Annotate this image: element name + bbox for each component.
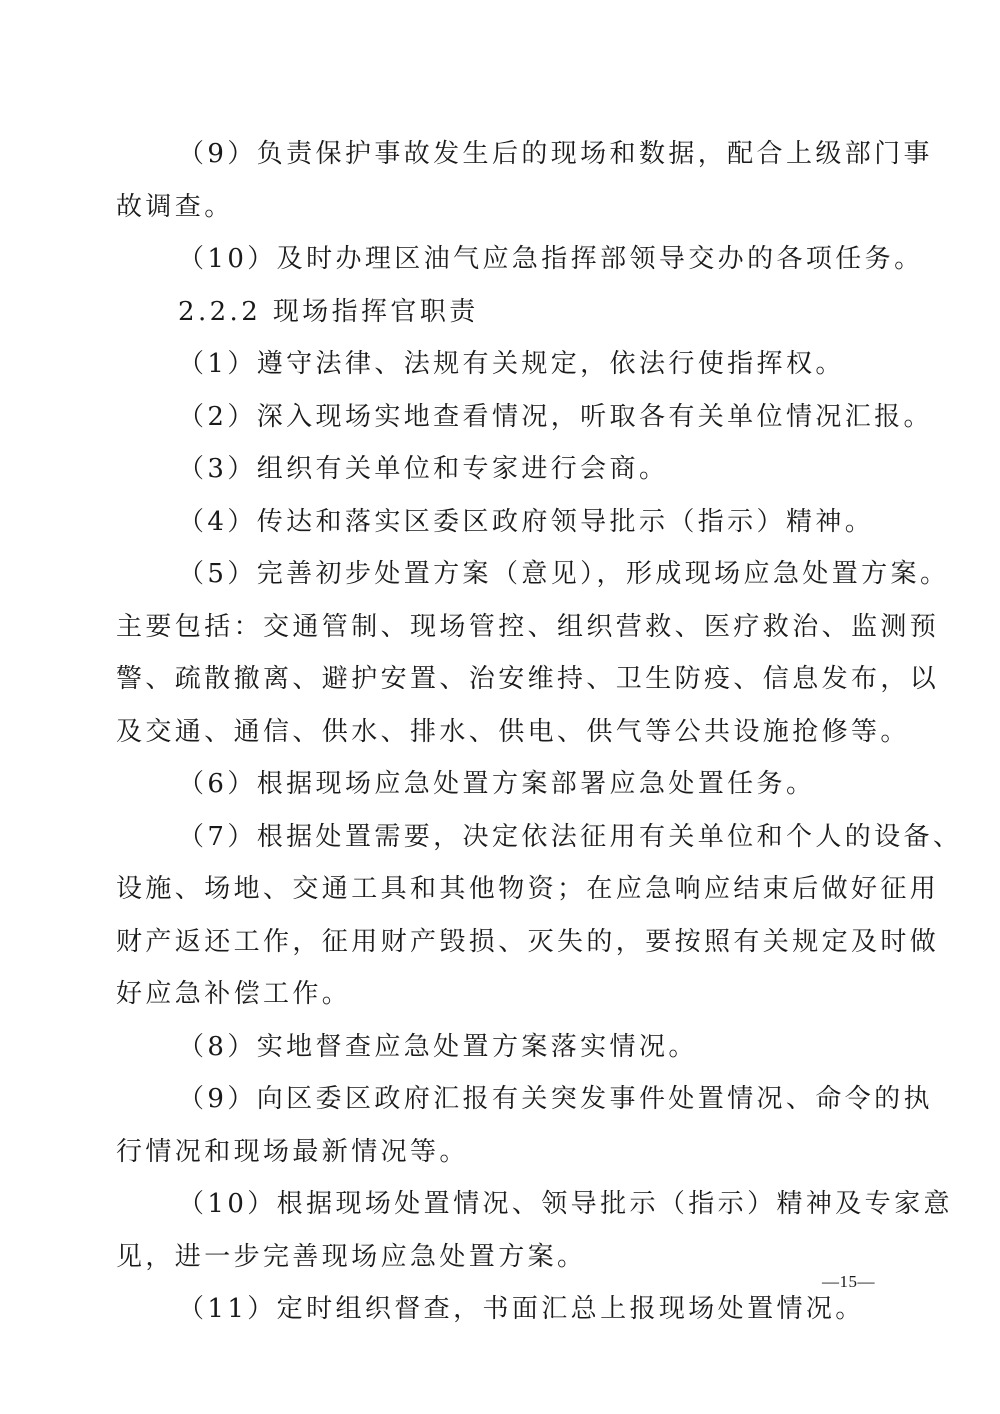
text-line: 行情况和现场最新情况等。 — [116, 1136, 469, 1167]
text-line: （7）根据处置需要，决定依法征用有关单位和个人的设备、 — [178, 821, 963, 852]
text-line: （5）完善初步处置方案（意见），形成现场应急处置方案。 — [178, 559, 950, 589]
text-line: （1）遵守法律、法规有关规定，依法行使指挥权。 — [178, 349, 845, 379]
text-line: （6）根据现场应急处置方案部署应急处置任务。 — [178, 769, 816, 799]
text-line: （4）传达和落实区委区政府领导批示（指示）精神。 — [178, 506, 875, 537]
text-line: （10）及时办理区油气应急指挥部领导交办的各项任务。 — [178, 244, 924, 274]
page-number: —15— — [822, 1272, 875, 1291]
text-line: 故调查。 — [116, 191, 234, 222]
text-line: 警、疏散撤离、避护安置、治安维持、卫生防疫、信息发布，以 — [116, 664, 940, 694]
text-line: 见，进一步完善现场应急处置方案。 — [116, 1241, 587, 1272]
text-line: （9）负责保护事故发生后的现场和数据，配合上级部门事 — [178, 139, 933, 169]
text-line: 财产返还工作，征用财产毁损、灭失的，要按照有关规定及时做 — [116, 926, 940, 957]
text-line: （9）向区委区政府汇报有关突发事件处置情况、命令的执 — [178, 1084, 933, 1114]
text-line: 2.2.2 现场指挥官职责 — [178, 296, 479, 327]
text-line: （10）根据现场处置情况、领导批示（指示）精神及专家意 — [178, 1189, 953, 1219]
text-line: （8）实地督查应急处置方案落实情况。 — [178, 1031, 698, 1062]
text-line: 好应急补偿工作。 — [116, 979, 352, 1009]
text-line: （2）深入现场实地查看情况，听取各有关单位情况汇报。 — [178, 401, 933, 432]
text-line: （3）组织有关单位和专家进行会商。 — [178, 454, 669, 484]
text-line: 及交通、通信、供水、排水、供电、供气等公共设施抢修等。 — [116, 716, 910, 747]
text-line: 设施、场地、交通工具和其他物资；在应急响应结束后做好征用 — [116, 874, 940, 904]
text-line: （11）定时组织督查，书面汇总上报现场处置情况。 — [178, 1294, 865, 1324]
document-body — [116, 128, 963, 1336]
text-line: 主要包括：交通管制、现场管控、组织营救、医疗救治、监测预 — [116, 611, 940, 642]
